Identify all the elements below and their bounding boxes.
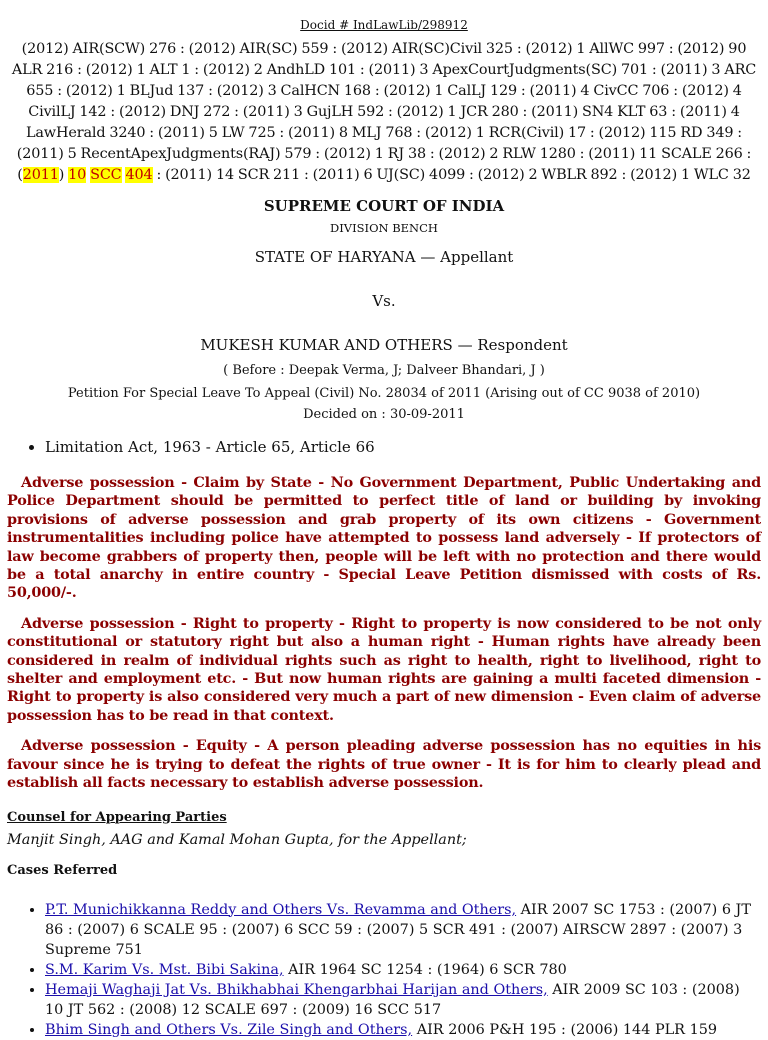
case-citation: AIR 2006 P&H 195 : (2006) 144 PLR 159 [412,1021,718,1038]
counsel-text: Manjit Singh, AAG and Kamal Mohan Gupta, for the Appellant; [7,831,467,848]
petition-details: Petition For Special Leave To Appeal (Civil) No. 28034 of 2011 (Arising out of CC 9038 of 2010) [67,386,701,401]
highlight-page: 404 [125,167,153,183]
topic-item: • Limitation Act, 1963 - Article 65, Article 66 [45,437,761,457]
bench-type: DIVISION BENCH [330,221,438,235]
case-link[interactable]: Bhim Singh and Others Vs. Zile Singh and Others, [45,1021,413,1038]
citation-list [7,39,761,186]
topic-list [7,437,761,457]
cases-referred-heading: Cases Referred [7,862,118,878]
headnote: Adverse possession - Claim by State - No Government Department, Public Undertaking and Police Department should be permitted to perfect title of land or building by invoking provisions of adverse possession and grab property of its own citizens - Government instrumentalities including police have attempted to possess land adversely - If protectors of law become grabbers of property then, people will be left with no protection and there would be a total anarchy in entire country - Special Leave Petition dismissed with costs of Rs. 50,000/-. [7,474,761,602]
case-link[interactable]: Hemaji Waghaji Jat Vs. Bhikhabhai Khengarbhai Harijan and Others, [45,981,548,998]
case-citation: AIR 2007 SC 1753 : (2007) 6 JT 86 : (2007) 6 SCALE 95 : (2007) 6 SCC 59 : (2007) 5 SCR 491 : (2007) AIRSCW 2897 : (2007) 3 Supreme 751 [45,901,751,958]
case-citation: AIR 1964 SC 1254 : (1964) 6 SCR 780 [283,961,567,978]
headnote: Adverse possession - Equity - A person pleading adverse possession has no equities in his favour since he is trying to defeat the rights of true owner - It is for him to clearly plead and establish all facts necessary to establish adverse possession. [7,737,761,792]
case-item [45,900,761,960]
doc-id: Docid # IndLawLib/298912 [300,18,468,32]
respondent: MUKESH KUMAR AND OTHERS — Respondent [200,336,568,354]
versus: Vs. [372,292,396,310]
highlight-reporter: SCC [90,167,122,183]
case-item [45,1020,761,1040]
appellant: STATE OF HARYANA — Appellant [254,248,514,266]
citations-before: (2012) AIR(SCW) 276 : (2012) AIR(SC) 559 : (2012) AIR(SC)Civil 325 : (2012) 1 AllWC 997 : (2012) 90 ALR 216 : (2012) 1 ALT 1 : (2012) 2 AndhLD 101 : (2011) 3 ApexCourtJudgments(SC) 701 : (2011) 3 ARC 655 : (2012) 1 BLJud 137 : (2012) 3 CalHCN 168 : (2012) 1 CalLJ 129 : (2011) 4 CivCC 706 : (2012) 4 CivilLJ 142 : (2012) DNJ 272 : (2011) 3 GujLH 592 : (2012) 1 JCR 280 : (2011) SN4 KLT 63 : (2011) 4 LawHerald 3240 : (2011) 5 LW 725 : (2011) 8 MLJ 768 : (2012) 1 RCR(Civil) 17 : (2012) 115 RD 349 : (2011) 5 RecentApexJudgments(RAJ) 579 : (2012) 1 RJ 38 : (2012) 2 RLW 1280 : (2011) 11 SCALE 266 : ( [11,41,757,183]
case-item [45,960,761,980]
citations-after: : (2011) 14 SCR 211 : (2011) 6 UJ(SC) 4099 : (2012) 2 WBLR 892 : (2012) 1 WLC 32 [152,167,751,183]
counsel-heading: Counsel for Appearing Parties [7,809,227,825]
decision-date: Decided on : 30-09-2011 [303,407,465,422]
court-name: SUPREME COURT OF INDIA [263,197,505,215]
highlight-year: 2011 [22,167,59,183]
case-link[interactable]: S.M. Karim Vs. Mst. Bibi Sakina, [45,961,284,978]
highlight-volume: 10 [68,167,87,183]
highlight-separator: ) [58,167,69,183]
case-citation: AIR 2009 SC 103 : (2008) 10 JT 562 : (2008) 12 SCALE 697 : (2009) 16 SCC 517 [45,981,740,1018]
cases-list [7,900,761,1040]
case-item [45,980,761,1020]
bench-judges: ( Before : Deepak Verma, J; Dalveer Bhandari, J ) [223,363,545,378]
headnote: Adverse possession - Right to property - Right to property is now considered to be not only constitutional or statutory right but also a human right - Human rights have already been considered in realm of individual rights such as right to health, right to livelihood, right to shelter and employment etc. - But now human rights are gaining a multi faceted dimension - Right to property is also considered very much a part of new dimension - Even claim of adverse possession has to be read in that context. [7,614,761,724]
case-link[interactable]: P.T. Munichikkanna Reddy and Others Vs. Revamma and Others, [45,901,517,918]
